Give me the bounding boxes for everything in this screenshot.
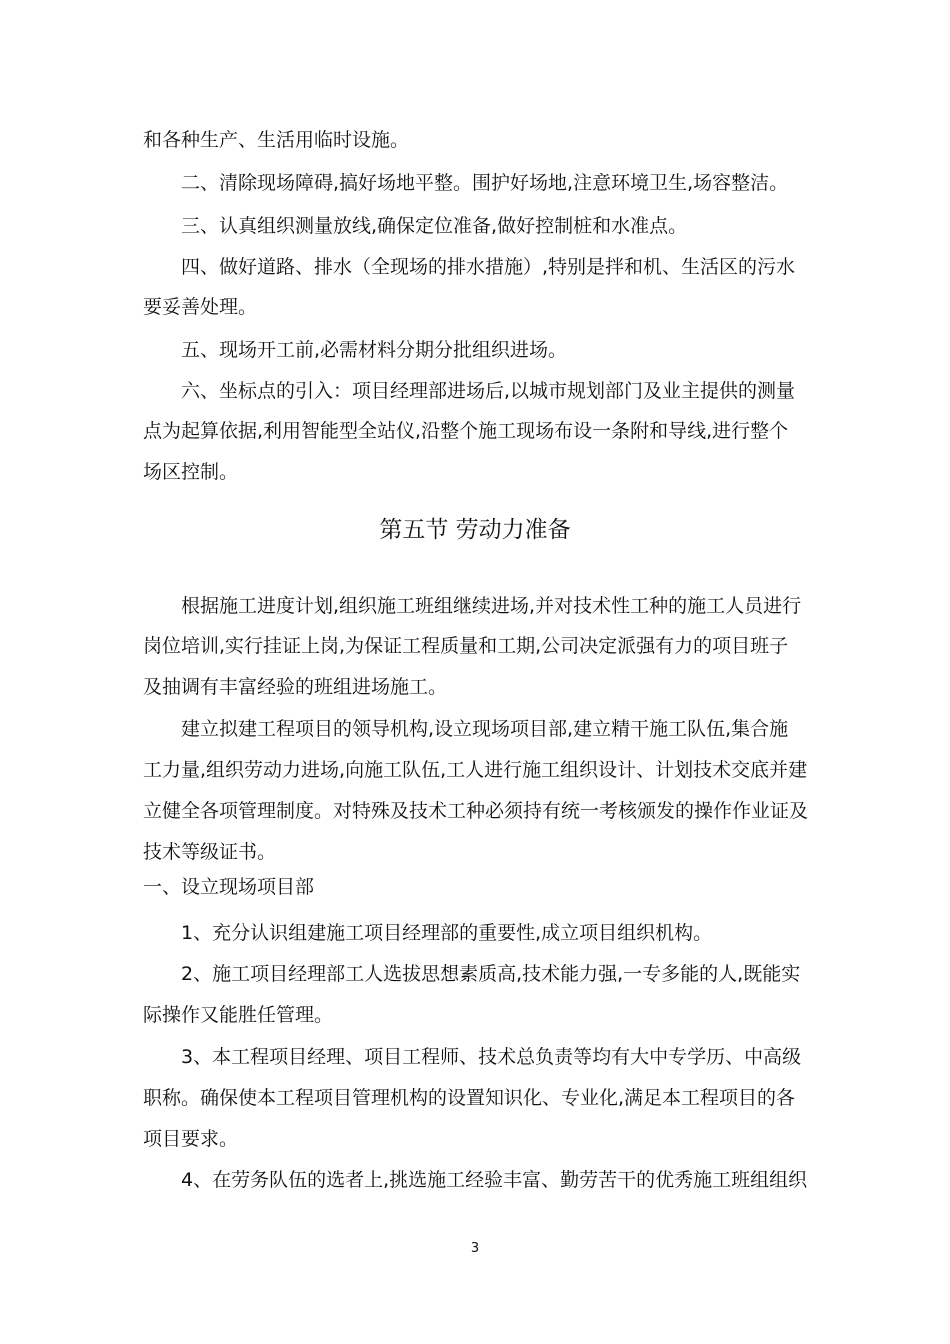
text-line: 岗位培训,实行挂证上岗,为保证工程质量和工期,公司决定派强有力的项目班子 bbox=[143, 635, 789, 657]
text-line: 技术等级证书。 bbox=[143, 841, 277, 863]
text-line: 和各种生产、生活用临时设施。 bbox=[143, 129, 410, 151]
text-line: 点为起算依据,利用智能型全站仪,沿整个施工现场布设一条附和导线,进行整个 bbox=[143, 420, 789, 442]
page-number: 3 bbox=[470, 1241, 480, 1256]
text-line: 工力量,组织劳动力进场,向施工队伍,工人进行施工组织设计、计划技术交底并建 bbox=[143, 759, 808, 781]
text-line: 三、认真组织测量放线,确保定位准备,做好控制桩和水准点。 bbox=[181, 215, 688, 237]
text-line: 项目要求。 bbox=[143, 1128, 239, 1150]
text-line: 要妥善处理。 bbox=[143, 296, 258, 318]
text-line: 根据施工进度计划,组织施工班组继续进场,并对技术性工种的施工人员进行 bbox=[181, 595, 802, 617]
text-line: 3、本工程项目经理、项目工程师、技术总负责等均有大中专学历、中高级 bbox=[181, 1046, 802, 1068]
text-line: 二、清除现场障碍,搞好场地平整。围护好场地,注意环境卫生,场容整洁。 bbox=[181, 172, 789, 194]
text-line: 职称。确保使本工程项目管理机构的设置知识化、专业化,满足本工程项目的各 bbox=[143, 1087, 796, 1109]
text-line: 五、现场开工前,必需材料分期分批组织进场。 bbox=[181, 339, 568, 361]
text-line: 际操作又能胜任管理。 bbox=[143, 1004, 334, 1026]
text-line: 场区控制。 bbox=[143, 461, 239, 483]
text-line: 四、做好道路、排水（全现场的排水措施）,特别是拌和机、生活区的污水 bbox=[181, 256, 796, 278]
subheading: 一、设立现场项目部 bbox=[143, 876, 315, 898]
text-line: 4、在劳务队伍的选者上,挑选施工经验丰富、勤劳苦干的优秀施工班组组织 bbox=[181, 1169, 808, 1191]
text-line: 立健全各项管理制度。对特殊及技术工种必须持有统一考核颁发的操作作业证及 bbox=[143, 800, 809, 822]
text-line: 及抽调有丰富经验的班组进场施工。 bbox=[143, 676, 448, 698]
text-line: 六、坐标点的引入：项目经理部进场后,以城市规划部门及业主提供的测量 bbox=[181, 380, 796, 402]
text-line: 2、施工项目经理部工人选拔思想素质高,技术能力强,一专多能的人,既能实 bbox=[181, 963, 801, 985]
section-title: 第五节 劳动力准备 bbox=[379, 517, 571, 543]
text-line: 1、充分认识组建施工项目经理部的重要性,成立项目组织机构。 bbox=[181, 922, 713, 944]
text-line: 建立拟建工程项目的领导机构,设立现场项目部,建立精干施工队伍,集合施 bbox=[181, 718, 789, 740]
